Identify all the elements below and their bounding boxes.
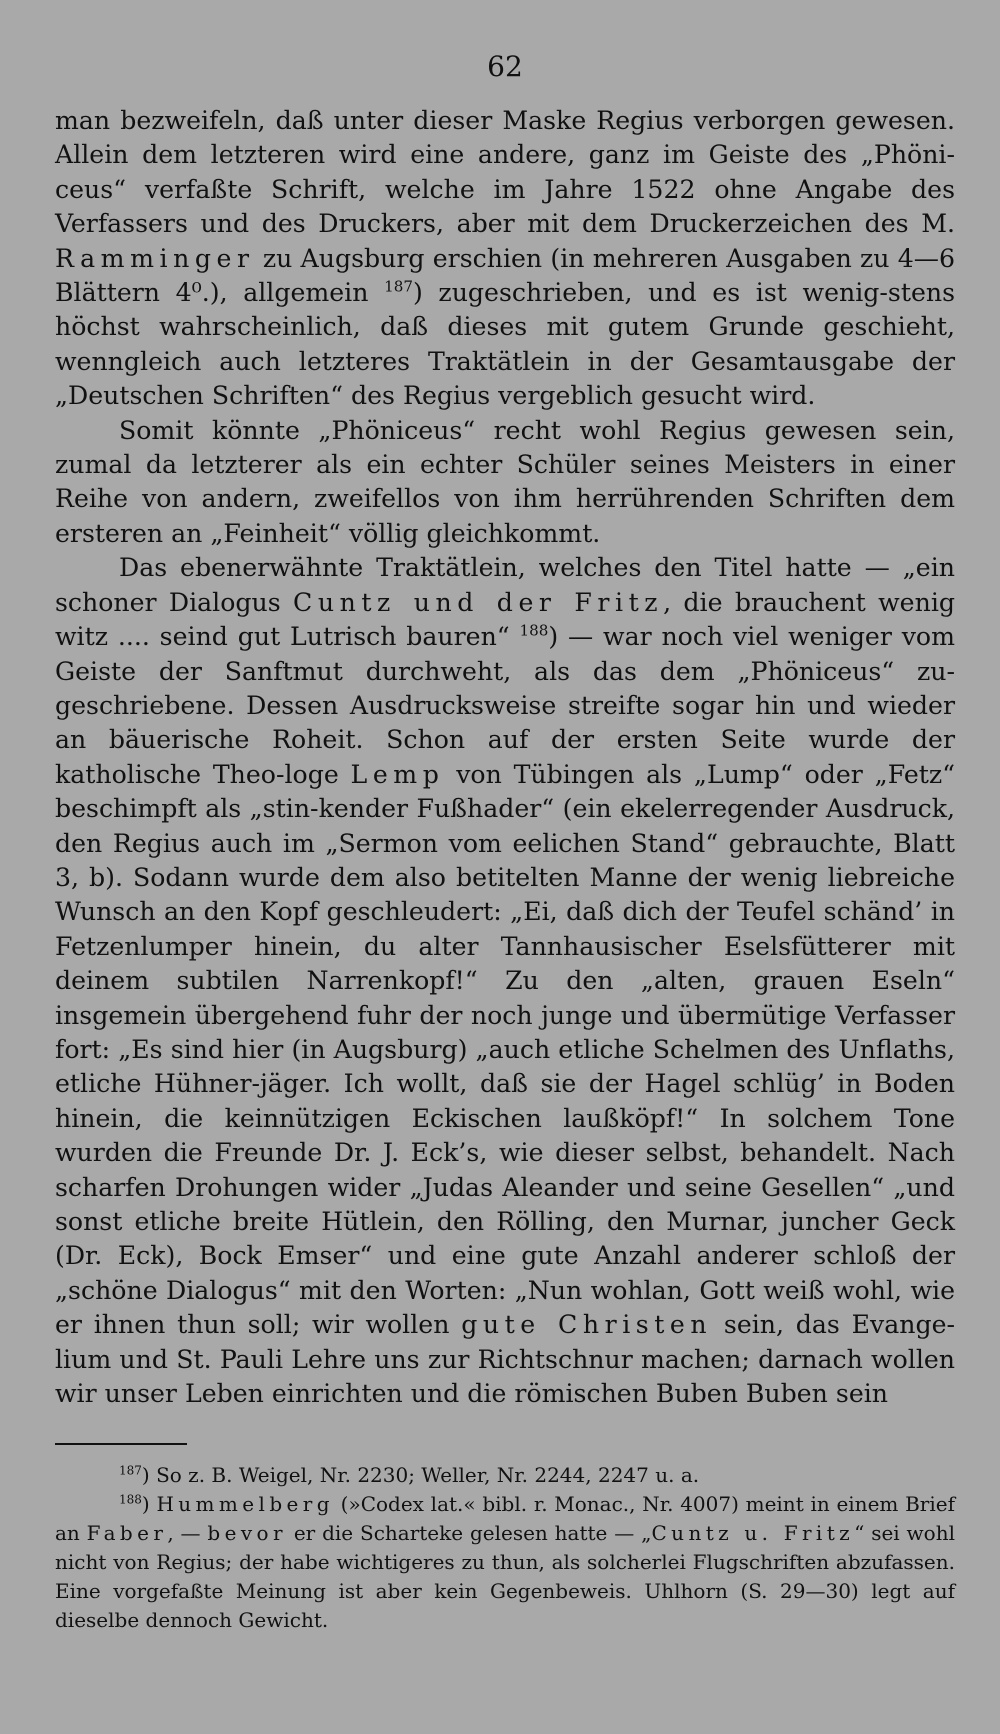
text-run: ) — war noch viel weniger vom Geiste der Sanftmut durchweht, als das dem „Phöniceus“ zu-geschriebene. Dessen Ausdrucksweise streifte sogar hin und wieder an bäuerische Roheit. Schon auf der ersten Seite wurde der katholische Theo-loge [55, 622, 955, 789]
footnote-divider [55, 1443, 187, 1445]
footnote-marker: 188 [119, 1492, 142, 1507]
text-run: Somit könnte „Phöniceus“ recht wohl Regius gewesen sein, zumal da letzterer als ein echter Schüler seines Meisters in einer Reihe von andern, zweifellos von ihm herrührenden Schriften dem ersteren an „Feinheit“ völlig gleichkommt. [55, 415, 955, 548]
text-run: zu Augsburg erschien (in mehreren Ausgaben zu 4—6 Blättern 4⁰.), allgemein [55, 243, 955, 308]
spaced-word-bevor: bevor [207, 1521, 287, 1546]
main-text [55, 104, 955, 1411]
spaced-name-ramminger: Ramminger [55, 243, 255, 273]
spaced-name-hummelberg: Hummelberg [156, 1492, 334, 1517]
spaced-phrase-gute-christen: gute Christen [461, 1310, 713, 1340]
paragraph [55, 414, 955, 552]
footnote-188 [55, 1490, 955, 1635]
footnote-text: er die Scharteke gelesen hatte — „ [286, 1521, 652, 1546]
footnote-text: “ sei wohl nicht von Regius; der habe wichtigeres zu thun, als solcherlei Flugschriften abzufassen. Eine vorgefaßte Meinung ist aber kein Gegenbeweis. Uhlhorn (S. 29—30) legt auf dieselbe dennoch Gewicht. [55, 1521, 955, 1633]
footnote-text: ) [141, 1492, 157, 1517]
text-run: ) zugeschrieben, und es ist wenig-stens höchst wahrscheinlich, daß dieses mit gutem Grunde geschieht, wenngleich auch letzteres Traktätlein in der Gesamtausgabe der „Deutschen Schriften“ des Regius vergeblich gesucht wird. [55, 278, 955, 411]
text-run: von Tübingen als „Lump“ oder „Fetz“ beschimpft als „stin-kender Fußhader“ (ein ekelerregender Ausdruck, den Regius auch im „Sermon vom eelichen Stand“ gebrauchte, Blatt 3, b). Sodann wurde dem also betitelten Manne der wenig liebreiche Wunsch an den Kopf geschleudert: „Ei, daß dich der Teufel schänd’ in Fetzenlumper hinein, du alter Tannhausischer Eselsfütterer mit deinem subtilen Narrenkopf!“ Zu den „alten, grauen Eseln“ insgemein übergehend fuhr der noch junge und übermütige Verfasser fort: „Es sind hier (in Augsburg) „auch etliche Schelmen des Unflaths, etliche Hühner-jäger. Ich wollt, daß sie der Hagel schlüg’ in Boden hinein, die keinnützigen Eckischen laußköpf!“ In solchem Tone wurden die Freunde Dr. J. Eck’s, wie dieser selbst, behandelt. Nach scharfen Drohungen wider „Judas Aleander und seine Gesellen“ „und sonst etliche breite Hütlein, den Rölling, den Murnar, juncher Geck (Dr. Eck), Bock Emser“ und eine gute Anzahl anderer schloß der „schöne Dialogus“ mit den Worten: „Nun wohlan, Gott weiß wohl, wie er ihnen thun soll; wir wollen [55, 759, 955, 1340]
spaced-name-lemp: Lemp [350, 759, 445, 789]
book-page [55, 40, 955, 1700]
text-run: sein, das Evange-lium und St. Pauli Lehre uns zur Richtschnur machen; darnach wollen wir unser Leben einrichten und die römischen Buben Buben sein [55, 1310, 955, 1409]
footnote-187 [55, 1461, 955, 1490]
footnote-text: , — [167, 1521, 208, 1546]
page-number: 62 [487, 50, 523, 83]
spaced-title-cuntz-fritz: Cuntz und der Fritz [293, 587, 664, 617]
paragraph [55, 104, 955, 414]
footnotes [55, 1461, 955, 1635]
spaced-name-faber: Faber [86, 1521, 168, 1546]
footnote-ref-188[interactable]: 188 [519, 621, 549, 640]
footnote-text: ) So z. B. Weigel, Nr. 2230; Weller, Nr. 2244, 2247 u. a. [141, 1463, 700, 1488]
text-run: Das ebenerwähnte Traktätlein, welches den Titel hatte — „ein schoner Dialogus [55, 553, 955, 617]
spaced-title-cuntz-fritz: Cuntz u. Fritz [651, 1521, 855, 1546]
text-run: , die brauchent wenig witz .... seind gut Lutrisch bauren“ [55, 587, 955, 652]
footnote-text: (»Codex lat.« bibl. r. Monac., Nr. 4007) meint in einem Brief an [55, 1492, 955, 1546]
text-run: man bezweifeln, daß unter dieser Maske Regius verborgen gewesen. Allein dem letzteren wird eine andere, ganz im Geiste des „Phöni-ceus“ verfaßte Schrift, welche im Jahre 1522 ohne Angabe des Verfassers und des Druckers, aber mit dem Druckerzeichen des M. [55, 106, 955, 239]
footnote-marker: 187 [119, 1463, 142, 1478]
paragraph [55, 551, 955, 1411]
footnote-ref-187[interactable]: 187 [384, 277, 413, 296]
